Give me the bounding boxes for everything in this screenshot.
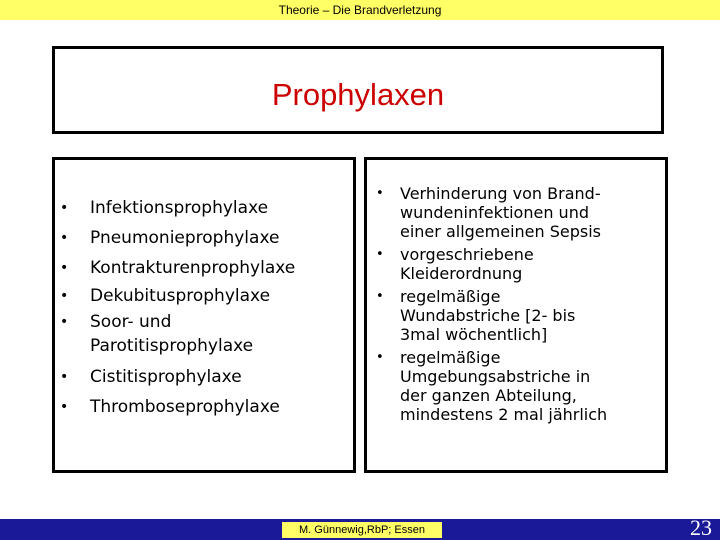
- bullet-icon: •: [60, 369, 69, 385]
- list-item-line: Dekubitusprophylaxe: [90, 286, 271, 306]
- bullet-icon: •: [376, 186, 384, 201]
- list-item: [0, 310, 253, 358]
- list-item-line: Verhinderung von Brand-: [400, 184, 601, 203]
- list-item: [376, 184, 676, 241]
- header-text: Theorie – Die Brandverletzung: [278, 3, 442, 17]
- list-item: [376, 348, 676, 424]
- list-item: [0, 256, 295, 280]
- slide-header: [0, 0, 720, 20]
- list-item-line: Thromboseprophylaxe: [90, 397, 280, 417]
- bullet-icon: •: [60, 230, 69, 246]
- list-item-line: Soor- und: [90, 312, 172, 332]
- list-item-line: Cistitisprophylaxe: [90, 367, 242, 387]
- list-item: [376, 287, 676, 344]
- list-item-line: der ganzen Abteilung,: [400, 386, 577, 405]
- list-item-line: wundeninfektionen und: [400, 203, 589, 222]
- list-item-line: mindestens 2 mal jährlich: [400, 405, 608, 424]
- list-item-line: regelmäßige: [400, 348, 501, 367]
- list-item: [376, 245, 676, 283]
- bullet-icon: •: [60, 288, 69, 304]
- list-item-line: einer allgemeinen Sepsis: [400, 222, 601, 241]
- title-box: [52, 46, 664, 134]
- list-item-line: Kontrakturenprophylaxe: [90, 258, 296, 278]
- list-item: [0, 395, 280, 419]
- list-item-line: regelmäßige: [400, 287, 501, 306]
- bullet-icon: •: [60, 200, 69, 216]
- list-item-line: Parotitisprophylaxe: [90, 336, 254, 356]
- list-item-line: Infektionsprophylaxe: [90, 198, 269, 218]
- list-item-line: 3mal wöchentlich]: [400, 325, 548, 344]
- list-item: [0, 365, 242, 389]
- list-item: [0, 226, 279, 250]
- bullet-icon: •: [376, 247, 384, 262]
- bullet-icon: •: [60, 314, 69, 330]
- list-item: [0, 196, 268, 220]
- page-number: 23: [690, 515, 712, 540]
- list-item-line: Wundabstriche [2- bis: [400, 306, 576, 325]
- measures-list: [376, 184, 676, 428]
- bullet-icon: •: [376, 289, 384, 304]
- footer-author: M. Günnewig,RbP; Essen: [282, 522, 442, 538]
- list-item-line: Pneumonieprophylaxe: [90, 228, 280, 248]
- list-item-line: vorgeschriebene: [400, 245, 534, 264]
- bullet-icon: •: [60, 399, 69, 415]
- slide-title: Prophylaxen: [271, 77, 445, 112]
- bullet-icon: •: [376, 350, 384, 365]
- bullet-icon: •: [60, 260, 69, 276]
- list-item-line: Umgebungsabstriche in: [400, 367, 591, 386]
- list-item: [0, 284, 270, 308]
- list-item-line: Kleiderordnung: [400, 264, 523, 283]
